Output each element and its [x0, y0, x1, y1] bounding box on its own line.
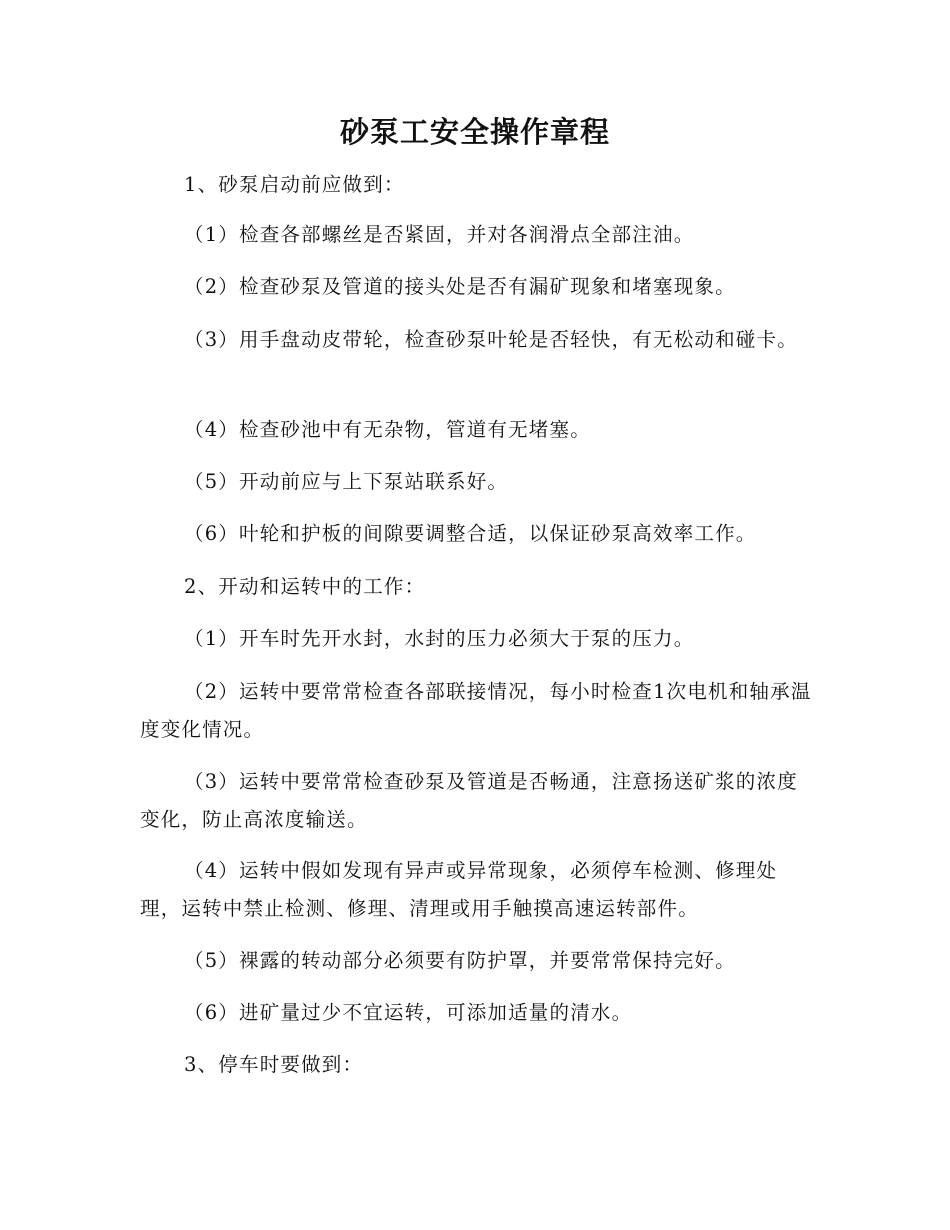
section-heading-2: 2、开动和运转中的工作：: [184, 575, 426, 598]
list-item: （2）运转中要常常检查各部联接情况，每小时检查1次电机和轴承温度变化情况。: [140, 680, 812, 741]
list-item: （5）开动前应与上下泵站联系好。: [184, 470, 509, 493]
section-heading-3: 3、停车时要做到：: [184, 1053, 364, 1076]
list-item: （3）运转中要常常检查砂泵及管道是否畅通，注意扬送矿浆的浓度变化，防止高浓度输送。: [140, 770, 798, 831]
list-item: （1）开车时先开水封，水封的压力必须大于泵的压力。: [184, 627, 695, 650]
list-item: （6）进矿量过少不宜运转，可添加适量的清水。: [184, 1001, 633, 1024]
list-item: （1）检查各部螺丝是否紧固，并对各润滑点全部注油。: [184, 223, 695, 246]
list-item: （5）裸露的转动部分必须要有防护罩，并要常常保持完好。: [184, 949, 736, 972]
list-item: （4）检查砂池中有无杂物，管道有无堵塞。: [184, 418, 591, 441]
list-item: （2）检查砂泵及管道的接头处是否有漏矿现象和堵塞现象。: [184, 275, 736, 298]
section-heading-1: 1、砂泵启动前应做到：: [184, 173, 405, 196]
document-title: 砂泵工安全操作章程: [339, 115, 610, 149]
list-item: （6）叶轮和护板的间隙要调整合适，以保证砂泵高效率工作。: [184, 522, 757, 545]
list-item: （3）用手盘动皮带轮，检查砂泵叶轮是否轻快，有无松动和碰卡。: [184, 328, 798, 351]
list-item: （4）运转中假如发现有异声或异常现象，必须停车检测、修理处理，运转中禁止检测、修理、清理或用手触摸高速运转部件。: [140, 859, 778, 920]
